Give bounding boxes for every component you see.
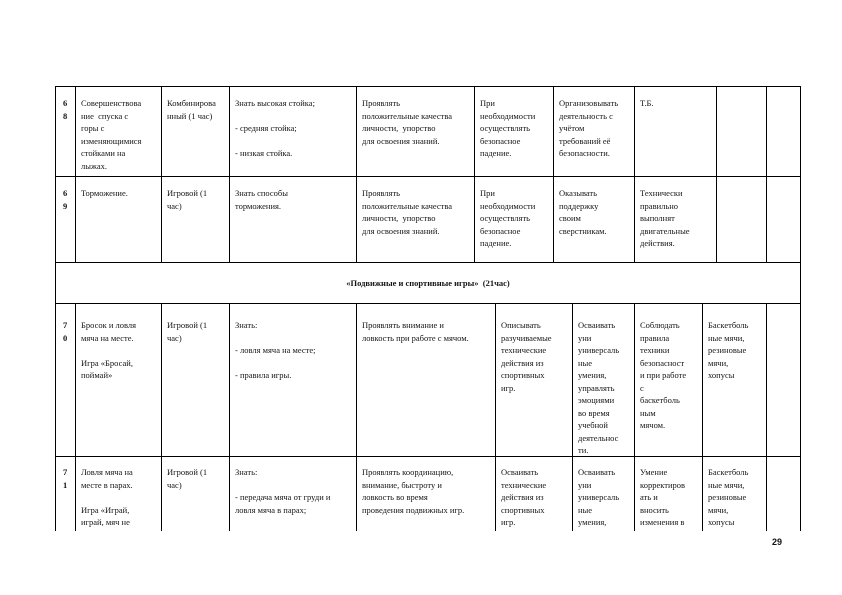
lesson-topic: Совершенствова ние спуска с горы с изменяющимися стойками на лыжах. [76, 87, 162, 176]
lesson-meta-results: Оказывать поддержку своим сверстникам. [554, 177, 635, 262]
lesson-number: 6 9 [56, 177, 76, 262]
lesson-notes [767, 457, 801, 531]
lesson-row [56, 177, 801, 263]
lesson-row [56, 304, 801, 457]
lesson-activity: Соблюдать правила техники безопасност и при работе с баскетболь ным мячом. [635, 304, 703, 456]
lesson-activity: Умение корректиров ать и вносить изменения в [635, 457, 703, 531]
lesson-number: 6 8 [56, 87, 76, 176]
lesson-number: 7 1 [56, 457, 76, 531]
lesson-meta-results: Осваивать уни универсаль ные умения, управлять эмоциями во время учебной деятельнос ти. [573, 304, 635, 456]
lesson-knowledge: Знать способы торможения. [230, 177, 357, 262]
lesson-notes [767, 177, 801, 262]
lesson-personal-results: Проявлять положительные качества личности, упорство для освоения знаний. [357, 177, 475, 262]
lesson-equipment: Баскетболь ные мячи, резиновые мячи, хопусы [703, 304, 767, 456]
lesson-meta-results: Осваивать уни универсаль ные умения, [573, 457, 635, 531]
lesson-subject-results: Описывать разучиваемые технические действия из спортивных игр. [496, 304, 573, 456]
lesson-activity: Технически правильно выполнят двигательные действия. [635, 177, 717, 262]
lesson-row [56, 457, 801, 531]
lesson-knowledge: Знать: - ловля мяча на месте; - правила игры. [230, 304, 357, 456]
lesson-meta-results: Организовывать деятельность с учётом требований её безопасности. [554, 87, 635, 176]
lesson-topic: Бросок и ловля мяча на месте. Игра «Бросай, поймай» [76, 304, 162, 456]
lesson-type: Игровой (1 час) [162, 457, 230, 531]
lesson-row [56, 87, 801, 177]
lesson-type: Комбинирова нный (1 час) [162, 87, 230, 176]
lesson-personal-results: Проявлять внимание и ловкость при работе с мячом. [357, 304, 496, 456]
lesson-personal-results: Проявлять координацию, внимание, быстроту и ловкость во время проведения подвижных игр. [357, 457, 496, 531]
lesson-topic: Ловля мяча на месте в парах. Игра «Играй, играй, мяч не [76, 457, 162, 531]
lesson-subject-results: При необходимости осуществлять безопасное падение. [475, 87, 554, 176]
lesson-notes [767, 304, 801, 456]
lesson-type: Игровой (1 час) [162, 177, 230, 262]
lesson-activity: Т.Б. [635, 87, 717, 176]
lesson-number: 7 0 [56, 304, 76, 456]
lesson-plan-table [55, 86, 801, 531]
lesson-subject-results: Осваивать технические действия из спортивных игр. [496, 457, 573, 531]
lesson-personal-results: Проявлять положительные качества личности, упорство для освоения знаний. [357, 87, 475, 176]
lesson-notes [767, 87, 801, 176]
section-row [56, 263, 801, 304]
lesson-equipment [717, 177, 767, 262]
lesson-type: Игровой (1 час) [162, 304, 230, 456]
page-number: 29 [772, 537, 783, 547]
lesson-equipment [717, 87, 767, 176]
section-heading: «Подвижные и спортивные игры» (21час) [56, 263, 801, 303]
lesson-subject-results: При необходимости осуществлять безопасное падение. [475, 177, 554, 262]
lesson-equipment: Баскетболь ные мячи, резиновые мячи, хопусы [703, 457, 767, 531]
lesson-knowledge: Знать высокая стойка; - средняя стойка; - низкая стойка. [230, 87, 357, 176]
lesson-topic: Торможение. [76, 177, 162, 262]
lesson-knowledge: Знать: - передача мяча от груди и ловля мяча в парах; [230, 457, 357, 531]
